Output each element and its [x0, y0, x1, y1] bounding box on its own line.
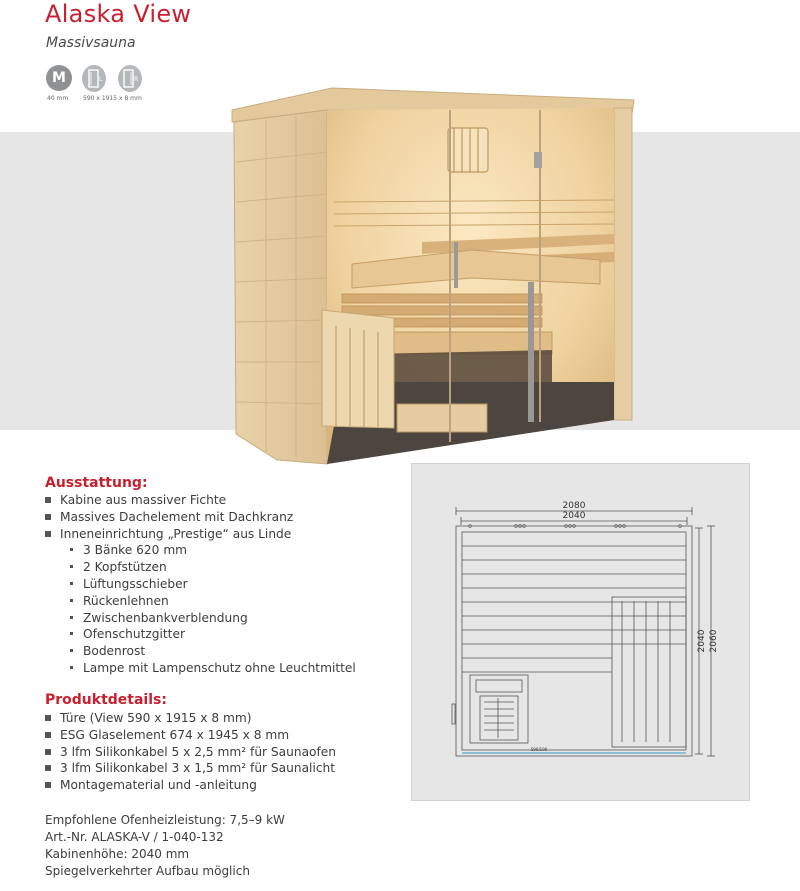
wall-thickness-label: 40 mm	[47, 95, 69, 102]
sauna-product-photo	[222, 82, 638, 472]
list-sub-item: Bodenrost	[45, 643, 356, 660]
list-item: ESG Glaselement 674 x 1945 x 8 mm	[45, 727, 336, 744]
square-bullet-icon	[45, 514, 51, 520]
ausstattung-heading: Ausstattung:	[45, 475, 148, 491]
cabin-height-text: Kabinenhöhe: 2040 mm	[45, 847, 190, 861]
small-bullet-icon	[70, 632, 73, 635]
list-item: 3 lfm Silikonkabel 3 x 1,5 mm² für Saunalicht	[45, 760, 336, 777]
square-bullet-icon	[45, 715, 51, 721]
list-sub-item: 3 Bänke 620 mm	[45, 542, 356, 559]
square-bullet-icon	[45, 749, 51, 755]
produktdetails-list	[45, 710, 336, 794]
article-number-text: Art.-Nr. ALASKA-V / 1-040-132	[45, 830, 224, 844]
list-sub-item: Ofenschutzgitter	[45, 626, 356, 643]
small-bullet-icon	[70, 582, 73, 585]
produktdetails-heading: Produktdetails:	[45, 692, 167, 708]
list-item: Inneneinrichtung „Prestige“ aus Linde	[45, 526, 356, 543]
door-right-icon	[118, 65, 142, 92]
heating-power-text: Empfohlene Ofenheizleistung: 7,5–9 kW	[45, 813, 285, 827]
ausstattung-list	[45, 492, 356, 677]
small-bullet-icon	[70, 616, 73, 619]
plan-depth-outer: 2060	[709, 629, 719, 653]
square-bullet-icon	[45, 782, 51, 788]
list-sub-item: Lüftungsschieber	[45, 576, 356, 593]
plan-width-outer: 2080	[562, 501, 586, 511]
mirror-build-text: Spiegelverkehrter Aufbau möglich	[45, 864, 250, 878]
small-bullet-icon	[70, 649, 73, 652]
list-item: Massives Dachelement mit Dachkranz	[45, 509, 356, 526]
product-subtitle: Massivsauna	[46, 35, 136, 51]
list-item: Montagematerial und -anleitung	[45, 777, 336, 794]
product-info-block	[45, 812, 285, 880]
svg-text:R: R	[134, 76, 139, 83]
small-bullet-icon	[70, 599, 73, 602]
square-bullet-icon	[45, 497, 51, 503]
list-sub-item: Rückenlehnen	[45, 593, 356, 610]
door-size-label: 590 x 1915 x 8 mm	[83, 95, 142, 102]
list-sub-item: Lampe mit Lampenschutz ohne Leuchtmittel	[45, 660, 356, 677]
product-title: Alaska View	[45, 0, 192, 28]
plan-width-inner: 2040	[562, 511, 586, 521]
floor-plan-diagram	[411, 463, 750, 801]
plan-door-label: 590/190	[530, 747, 548, 752]
plan-depth-inner: 2040	[697, 629, 707, 653]
list-sub-item: 2 Kopfstützen	[45, 559, 356, 576]
svg-text:L: L	[99, 76, 103, 83]
square-bullet-icon	[45, 531, 51, 537]
list-sub-item: Zwischenbankverblendung	[45, 610, 356, 627]
list-item: Türe (View 590 x 1915 x 8 mm)	[45, 710, 336, 727]
small-bullet-icon	[70, 548, 73, 551]
door-left-icon	[82, 65, 106, 92]
list-item: Kabine aus massiver Fichte	[45, 492, 356, 509]
wall-thickness-icon: M	[46, 65, 72, 91]
small-bullet-icon	[70, 565, 73, 568]
square-bullet-icon	[45, 732, 51, 738]
list-item: 3 lfm Silikonkabel 5 x 2,5 mm² für Saunaofen	[45, 744, 336, 761]
small-bullet-icon	[70, 666, 73, 669]
square-bullet-icon	[45, 765, 51, 771]
